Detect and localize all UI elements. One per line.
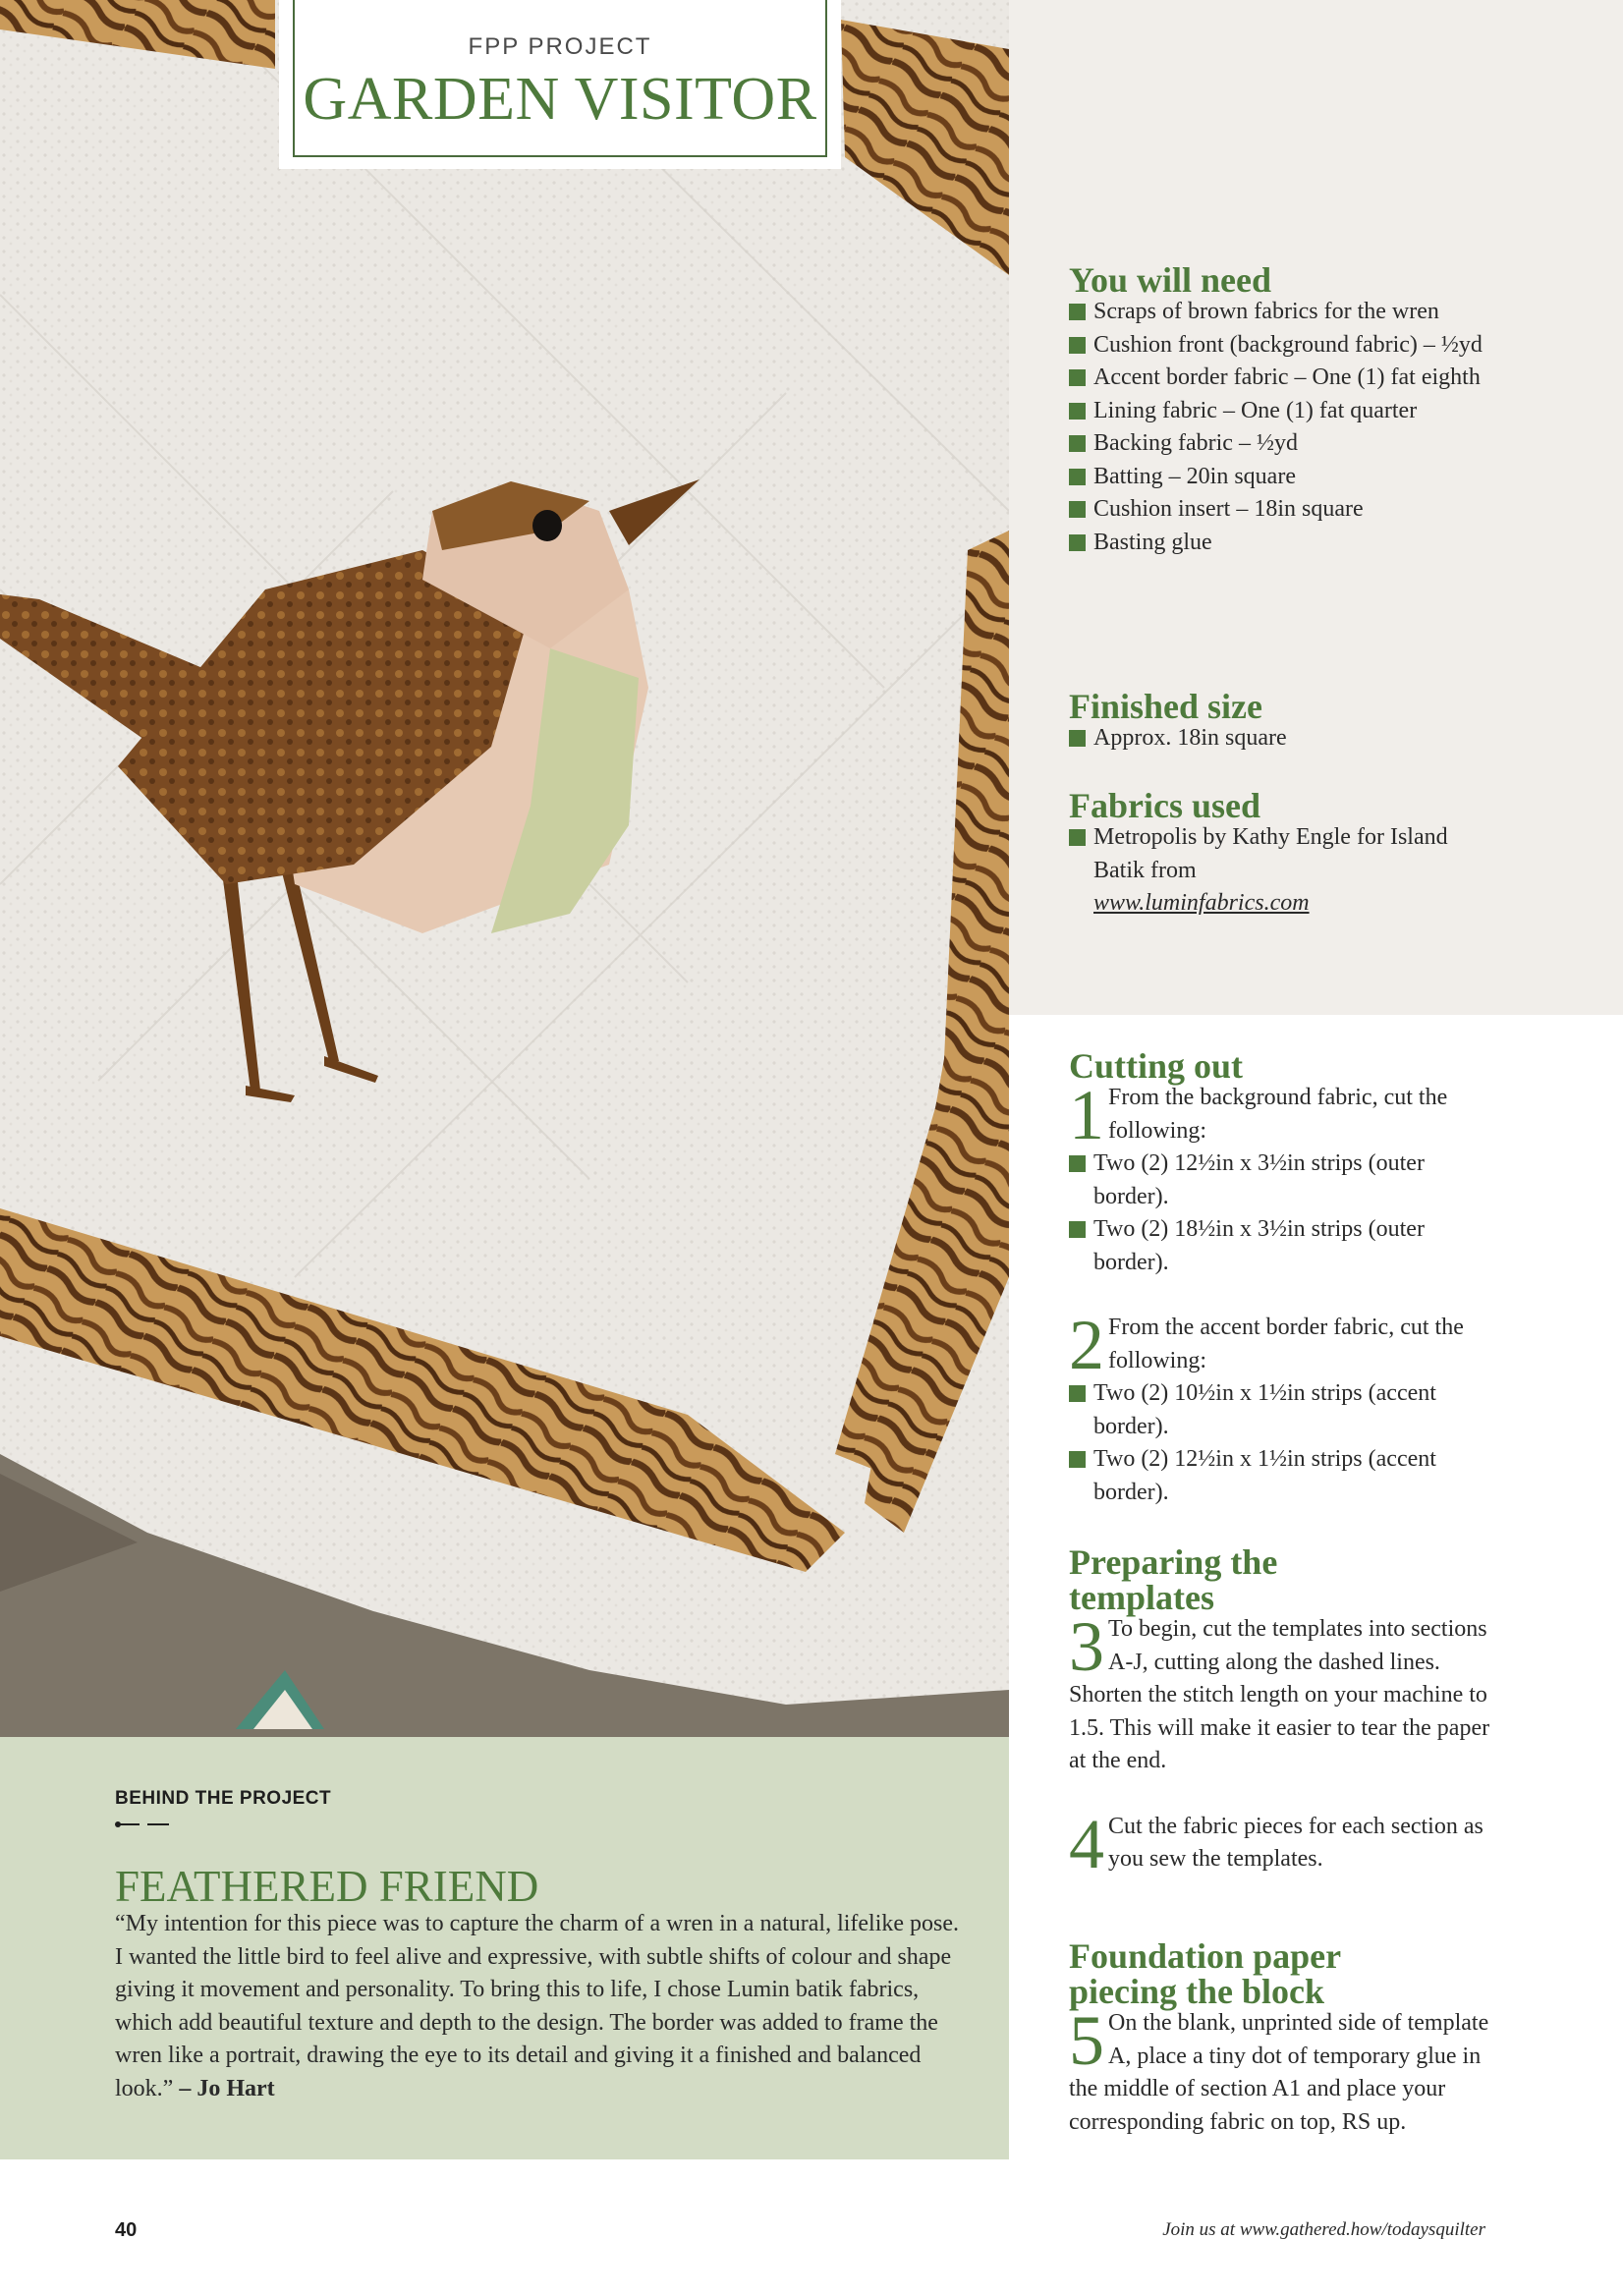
step-text: To begin, cut the templates into sections A-J, cutting along the dashed lines. Shorten the stitch length on your machine to 1.5. This will make it easier to tear the paper at the end. [1069, 1616, 1490, 1773]
step-number: 5 [1069, 2001, 1104, 2080]
bullet-square-icon [1069, 369, 1086, 386]
bullet-square-icon [1069, 403, 1086, 420]
list-item: Cushion front (background fabric) – ½yd [1069, 329, 1491, 363]
bullet-square-icon [1069, 337, 1086, 354]
finished-size-section [1069, 689, 1491, 756]
list-item: Accent border fabric – One (1) fat eighth [1069, 362, 1491, 395]
bullet-square-icon [1069, 1221, 1086, 1238]
step-text: From the accent border fabric, cut the following: [1108, 1315, 1464, 1373]
you-will-need-section [1069, 262, 1491, 559]
step-number: 4 [1069, 1804, 1104, 1883]
bullet-square-icon [1069, 1385, 1086, 1402]
list-item: Batting – 20in square [1069, 461, 1491, 494]
foundation-section [1069, 1938, 1491, 2139]
quote-text: “My intention for this piece was to capture the charm of a wren in a natural, lifelike pose. I wanted the little bird to feel alive and expressive, with subtle shifts of colour and shape giving it movement and personality. To bring this to life, I chose Lumin batik fabrics, which add beautiful texture and depth to the design. The border was added to frame the wren like a portrait, drawing the eye to its detail and giving it a finished and balanced look.” [115, 1911, 960, 2101]
list-item: Two (2) 12½in x 3½in strips (outer border). [1069, 1148, 1491, 1213]
project-kicker: FPP PROJECT [468, 33, 652, 60]
title-frame [293, 0, 827, 157]
list-item: Metropolis by Kathy Engle for Island Batik from www.luminfabrics.com [1069, 821, 1491, 921]
finished-size-heading: Finished size [1069, 687, 1263, 726]
list-item: Basting glue [1069, 527, 1491, 560]
bullet-square-icon [1069, 501, 1086, 518]
step-number: 1 [1069, 1076, 1104, 1154]
list-item: Lining fabric – One (1) fat quarter [1069, 395, 1491, 428]
step-number: 2 [1069, 1306, 1104, 1384]
step-text: Cut the fabric pieces for each section as you sew the templates. [1108, 1813, 1483, 1872]
behind-label: BEHIND THE PROJECT [115, 1788, 332, 1809]
fabrics-used-heading: Fabrics used [1069, 786, 1261, 825]
you-will-need-heading: You will need [1069, 260, 1272, 300]
behind-title: FEATHERED FRIEND [115, 1862, 539, 1911]
step-3 [1069, 1607, 1491, 1778]
fabrics-used-section [1069, 788, 1491, 921]
cutting-out-heading: Cutting out [1069, 1046, 1244, 1086]
bullet-square-icon [1069, 304, 1086, 320]
bullet-square-icon [1069, 1155, 1086, 1172]
preparing-heading: Preparing the templates [1069, 1542, 1278, 1617]
title-box [279, 0, 841, 169]
fabric-link[interactable]: www.luminfabrics.com [1093, 890, 1310, 916]
bullet-square-icon [1069, 1451, 1086, 1468]
behind-the-project-box [0, 1737, 1009, 2159]
step-text: On the blank, unprinted side of template A, place a tiny dot of temporary glue in the middle of section A1 and place your corresponding fabric on top, RS up. [1069, 2010, 1489, 2135]
bullet-square-icon [1069, 435, 1086, 452]
bullet-square-icon [1069, 829, 1086, 846]
designer-quote [115, 1908, 960, 2106]
step-number: 3 [1069, 1607, 1104, 1686]
you-will-need-list [1069, 296, 1491, 559]
list-item: Backing fabric – ½yd [1069, 427, 1491, 461]
bullet-square-icon [1069, 730, 1086, 747]
step-1 [1069, 1076, 1491, 1279]
step-5 [1069, 2001, 1491, 2139]
list-item: Approx. 18in square [1069, 722, 1491, 756]
list-item: Two (2) 10½in x 1½in strips (accent border). [1069, 1377, 1491, 1443]
list-item: Two (2) 12½in x 1½in strips (accent border). [1069, 1443, 1491, 1509]
list-item: Two (2) 18½in x 3½in strips (outer border). [1069, 1213, 1491, 1279]
wren-cushion-image [0, 0, 1009, 1737]
preparing-section [1069, 1542, 1491, 1883]
page-number: 40 [115, 2219, 138, 2241]
list-item: Scraps of brown fabrics for the wren [1069, 296, 1491, 329]
bullet-square-icon [1069, 469, 1086, 485]
step-text: From the background fabric, cut the following: [1108, 1085, 1448, 1144]
footer-link[interactable]: Join us at www.gathered.how/todaysquilter [1162, 2219, 1485, 2240]
quote-author: – Jo Hart [179, 2075, 275, 2101]
step-2 [1069, 1306, 1491, 1509]
project-photo [0, 0, 1009, 1737]
foundation-heading: Foundation paper piecing the block [1069, 1936, 1341, 2011]
project-title: GARDEN VISITOR [303, 66, 817, 133]
cutting-out-section [1069, 1048, 1491, 1509]
bullet-square-icon [1069, 534, 1086, 551]
list-item: Cushion insert – 18in square [1069, 493, 1491, 527]
arrow-icon [115, 1818, 174, 1831]
step-4 [1069, 1804, 1491, 1883]
